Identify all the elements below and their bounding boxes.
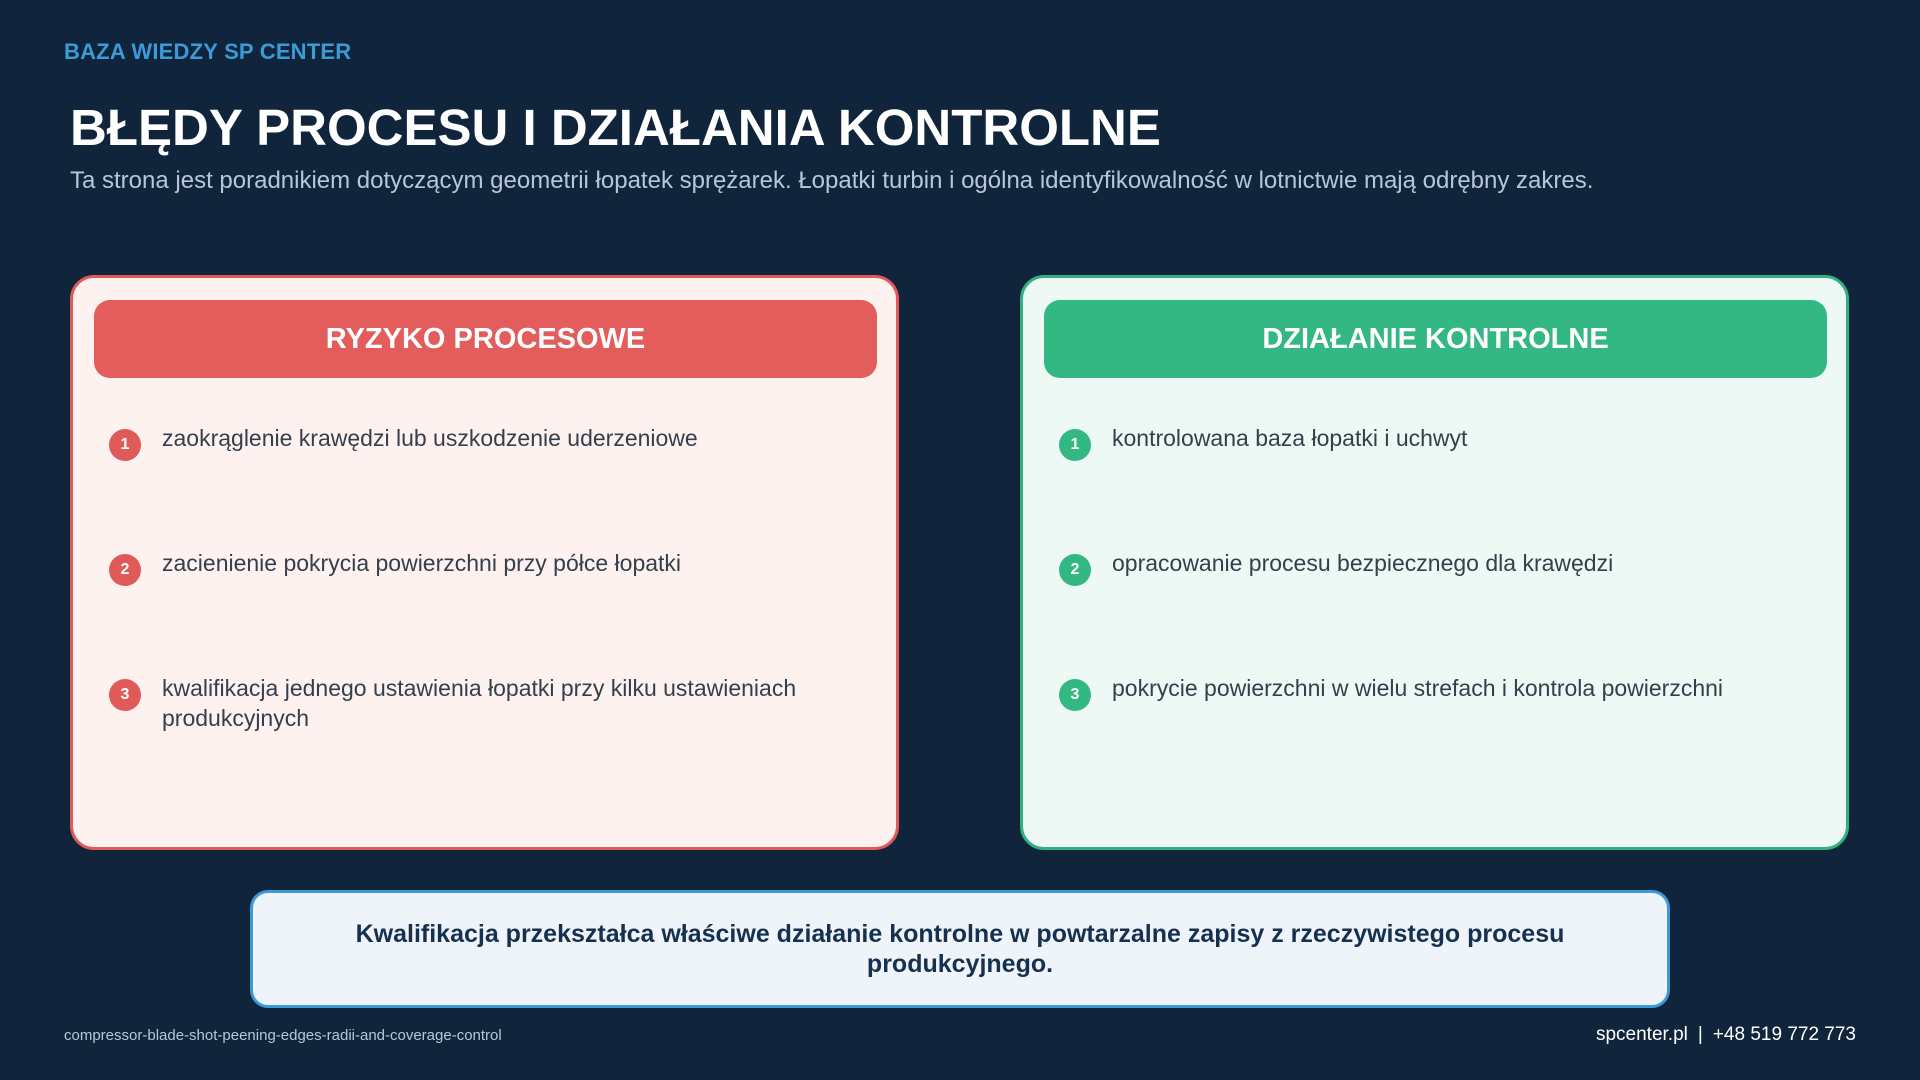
footer-separator: | [1697,1024,1703,1045]
control-item-text: pokrycie powierzchni w wielu strefach i kontrola powierzchni [1112,675,1724,701]
risk-item [109,423,869,548]
control-item [1059,423,1819,548]
risk-item-text: zacienienie pokrycia powierzchni przy półce łopatki [162,550,682,576]
risk-item [109,548,869,673]
risk-item-number: 2 [109,554,141,586]
control-item [1059,548,1819,673]
risk-item [109,673,869,798]
control-item [1059,673,1819,798]
page-subtitle: Ta strona jest poradnikiem dotyczącym geometrii łopatek sprężarek. Łopatki turbin i ogólna identyfikowalność w lotnictwie mają odrębny zakres. [70,167,1594,194]
risk-item-text: kwalifikacja jednego ustawienia łopatki przy kilku ustawieniach produkcyjnych [162,675,797,731]
summary-text: Kwalifikacja przekształca właściwe działanie kontrolne w powtarzalne zapisy z rzeczywistego procesu produkcyjnego. [355,920,1565,978]
control-item-number: 2 [1059,554,1091,586]
risk-item-text: zaokrąglenie krawędzi lub uszkodzenie uderzeniowe [162,425,698,451]
control-item-text: kontrolowana baza łopatki i uchwyt [1112,425,1468,451]
footer-website-link[interactable]: spcenter.pl [1595,1024,1688,1045]
risk-panel [70,275,899,850]
eyebrow-label: BAZA WIEDZY SP CENTER [64,39,352,64]
risk-item-number: 1 [109,429,141,461]
footer-slug: compressor-blade-shot-peening-edges-radii-and-coverage-control [64,1027,502,1044]
control-item-number: 1 [1059,429,1091,461]
control-item-text: opracowanie procesu bezpiecznego dla krawędzi [1112,550,1614,576]
footer-contact [1596,1024,1856,1046]
risk-panel-header: RYZYKO PROCESOWE [94,300,877,378]
control-panel [1020,275,1849,850]
page-title: BŁĘDY PROCESU I DZIAŁANIA KONTROLNE [70,99,1161,156]
summary-box [250,890,1670,1008]
risk-list [109,423,869,798]
control-item-number: 3 [1059,679,1091,711]
control-panel-header: DZIAŁANIE KONTROLNE [1044,300,1827,378]
footer-phone[interactable]: +48 519 772 773 [1712,1024,1856,1045]
risk-item-number: 3 [109,679,141,711]
control-list [1059,423,1819,798]
